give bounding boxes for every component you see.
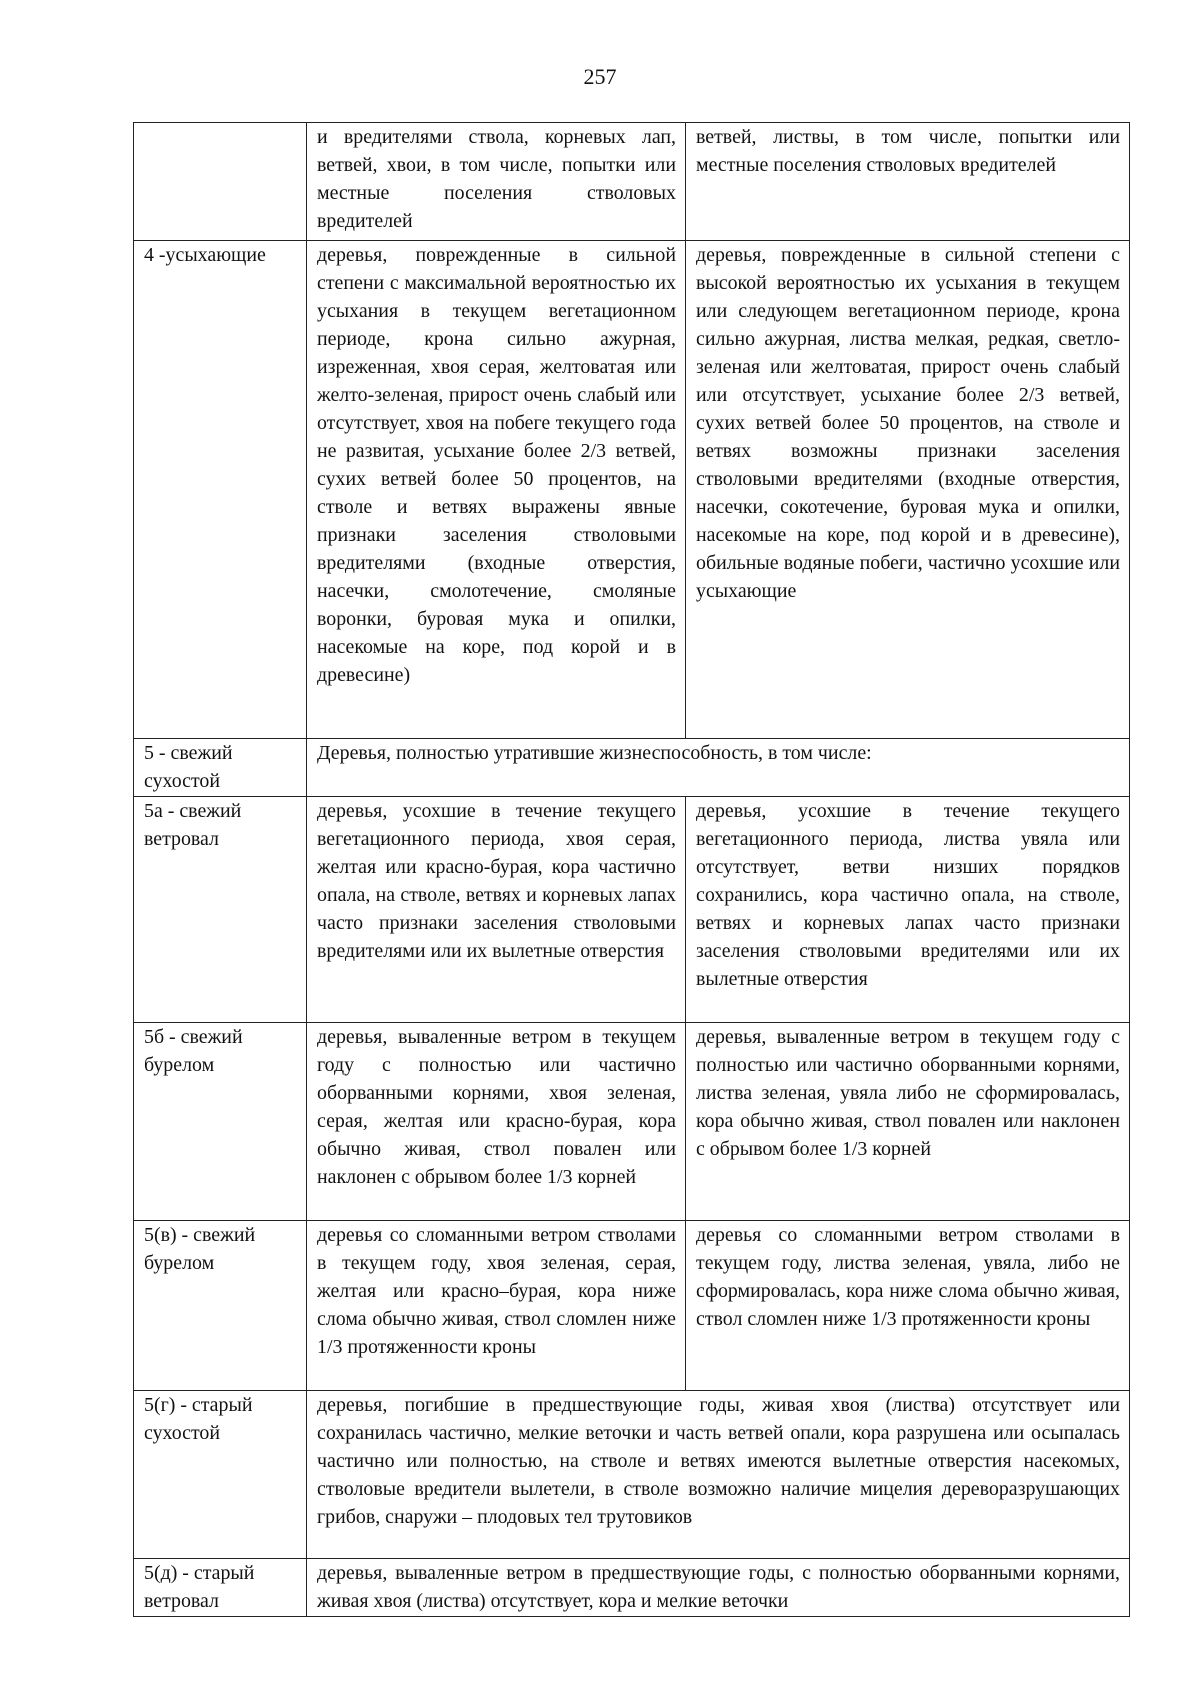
deciduous-description-cell: деревья, усохшие в течение текущего вегетационного периода, листва увяла или отсутствует, ветви низших порядков сохранились, кора частично опала, на стволе, ветвях и корневых лапах часто признаки заселения стволовыми вредителями или их вылетные отверстия <box>686 797 1130 1023</box>
table-row <box>134 1391 1130 1559</box>
conifer-description-cell: деревья, усохшие в течение текущего вегетационного периода, хвоя серая, желтая или красно-бурая, кора частично опала, на стволе, ветвях и корневых лапах часто признаки заселения стволовыми вредителями или их вылетные отверстия <box>307 797 686 1023</box>
conifer-description-cell: деревья со сломанными ветром стволами в текущем году, хвоя зеленая, серая, желтая или красно–бурая, кора ниже слома обычно живая, ствол сломлен ниже 1/3 протяженности кроны <box>307 1221 686 1391</box>
category-cell: 4 -усыхающие <box>134 241 307 739</box>
category-cell: 5(в) - свежий бурелом <box>134 1221 307 1391</box>
table-row <box>134 797 1130 1023</box>
deciduous-description-cell: деревья, поврежденные в сильной степени с высокой вероятностью их усыхания в текущем или следующем вегетационном периоде, крона сильно ажурная, листва мелкая, редкая, светло-зеленая или желтоватая, прирост очень слабый или отсутствует, усыхание более 2/3 ветвей, сухих ветвей более 50 процентов, на стволе и ветвях возможны признаки заселения стволовыми вредителями (входные отверстия, насечки, сокотечение, буровая мука и опилки, насекомые на коре, под корой и в древесине), обильные водяные побеги, частично усохшие или усыхающие <box>686 241 1130 739</box>
category-cell: 5 - свежий сухостой <box>134 739 307 797</box>
category-cell: 5(г) - старый сухостой <box>134 1391 307 1559</box>
table-row <box>134 123 1130 241</box>
table-row <box>134 1559 1130 1617</box>
tree-condition-table <box>133 122 1130 1617</box>
conifer-description-cell: деревья, поврежденные в сильной степени с максимальной вероятностью их усыхания в текущем вегетационном периоде, крона сильно ажурная, изреженная, хвоя серая, желтоватая или желто-зеленая, прирост очень слабый или отсутствует, хвоя на побеге текущего года не развитая, усыхание более 2/3 ветвей, сухих ветвей более 50 процентов, на стволе и ветвях выражены явные признаки заселения стволовыми вредителями (входные отверстия, насечки, смолотечение, смоляные воронки, буровая мука и опилки, насекомые на коре, под корой и в древесине) <box>307 241 686 739</box>
table-row <box>134 1221 1130 1391</box>
table-row <box>134 739 1130 797</box>
merged-description-cell: деревья, вываленные ветром в предшествующие годы, с полностью оборванными корнями, живая хвоя (листва) отсутствует, кора и мелкие веточки <box>307 1559 1130 1617</box>
page-number: 257 <box>583 64 617 89</box>
table-row <box>134 241 1130 739</box>
category-cell <box>134 123 307 241</box>
category-cell: 5а - свежий ветровал <box>134 797 307 1023</box>
conifer-description-cell: деревья, вываленные ветром в текущем году с полностью или частично оборванными корнями, хвоя зеленая, серая, желтая или красно-бурая, кора обычно живая, ствол повален или наклонен с обрывом более 1/3 корней <box>307 1023 686 1221</box>
table-row <box>134 1023 1130 1221</box>
merged-description-cell: Деревья, полностью утратившие жизнеспособность, в том числе: <box>307 739 1130 797</box>
category-cell: 5(д) - старый ветровал <box>134 1559 307 1617</box>
merged-description-cell: деревья, погибшие в предшествующие годы, живая хвоя (листва) отсутствует или сохранилась частично, мелкие веточки и часть ветвей опали, кора разрушена или осыпалась частично или полностью, на стволе и ветвях имеются вылетные отверстия насекомых, стволовые вредители вылетели, в стволе возможно наличие мицелия дереворазрушающих грибов, снаружи – плодовых тел трутовиков <box>307 1391 1130 1559</box>
deciduous-description-cell: деревья со сломанными ветром стволами в текущем году, листва зеленая, увяла, либо не сформировалась, кора ниже слома обычно живая, ствол сломлен ниже 1/3 протяженности кроны <box>686 1221 1130 1391</box>
deciduous-description-cell: ветвей, листвы, в том числе, попытки или местные поселения стволовых вредителей <box>686 123 1130 241</box>
conifer-description-cell: и вредителями ствола, корневых лап, ветвей, хвои, в том числе, попытки или местные поселения стволовых вредителей <box>307 123 686 241</box>
category-cell: 5б - свежий бурелом <box>134 1023 307 1221</box>
deciduous-description-cell: деревья, вываленные ветром в текущем году с полностью или частично оборванными корнями, листва зеленая, увяла либо не сформировалась, кора обычно живая, ствол повален или наклонен с обрывом более 1/3 корней <box>686 1023 1130 1221</box>
